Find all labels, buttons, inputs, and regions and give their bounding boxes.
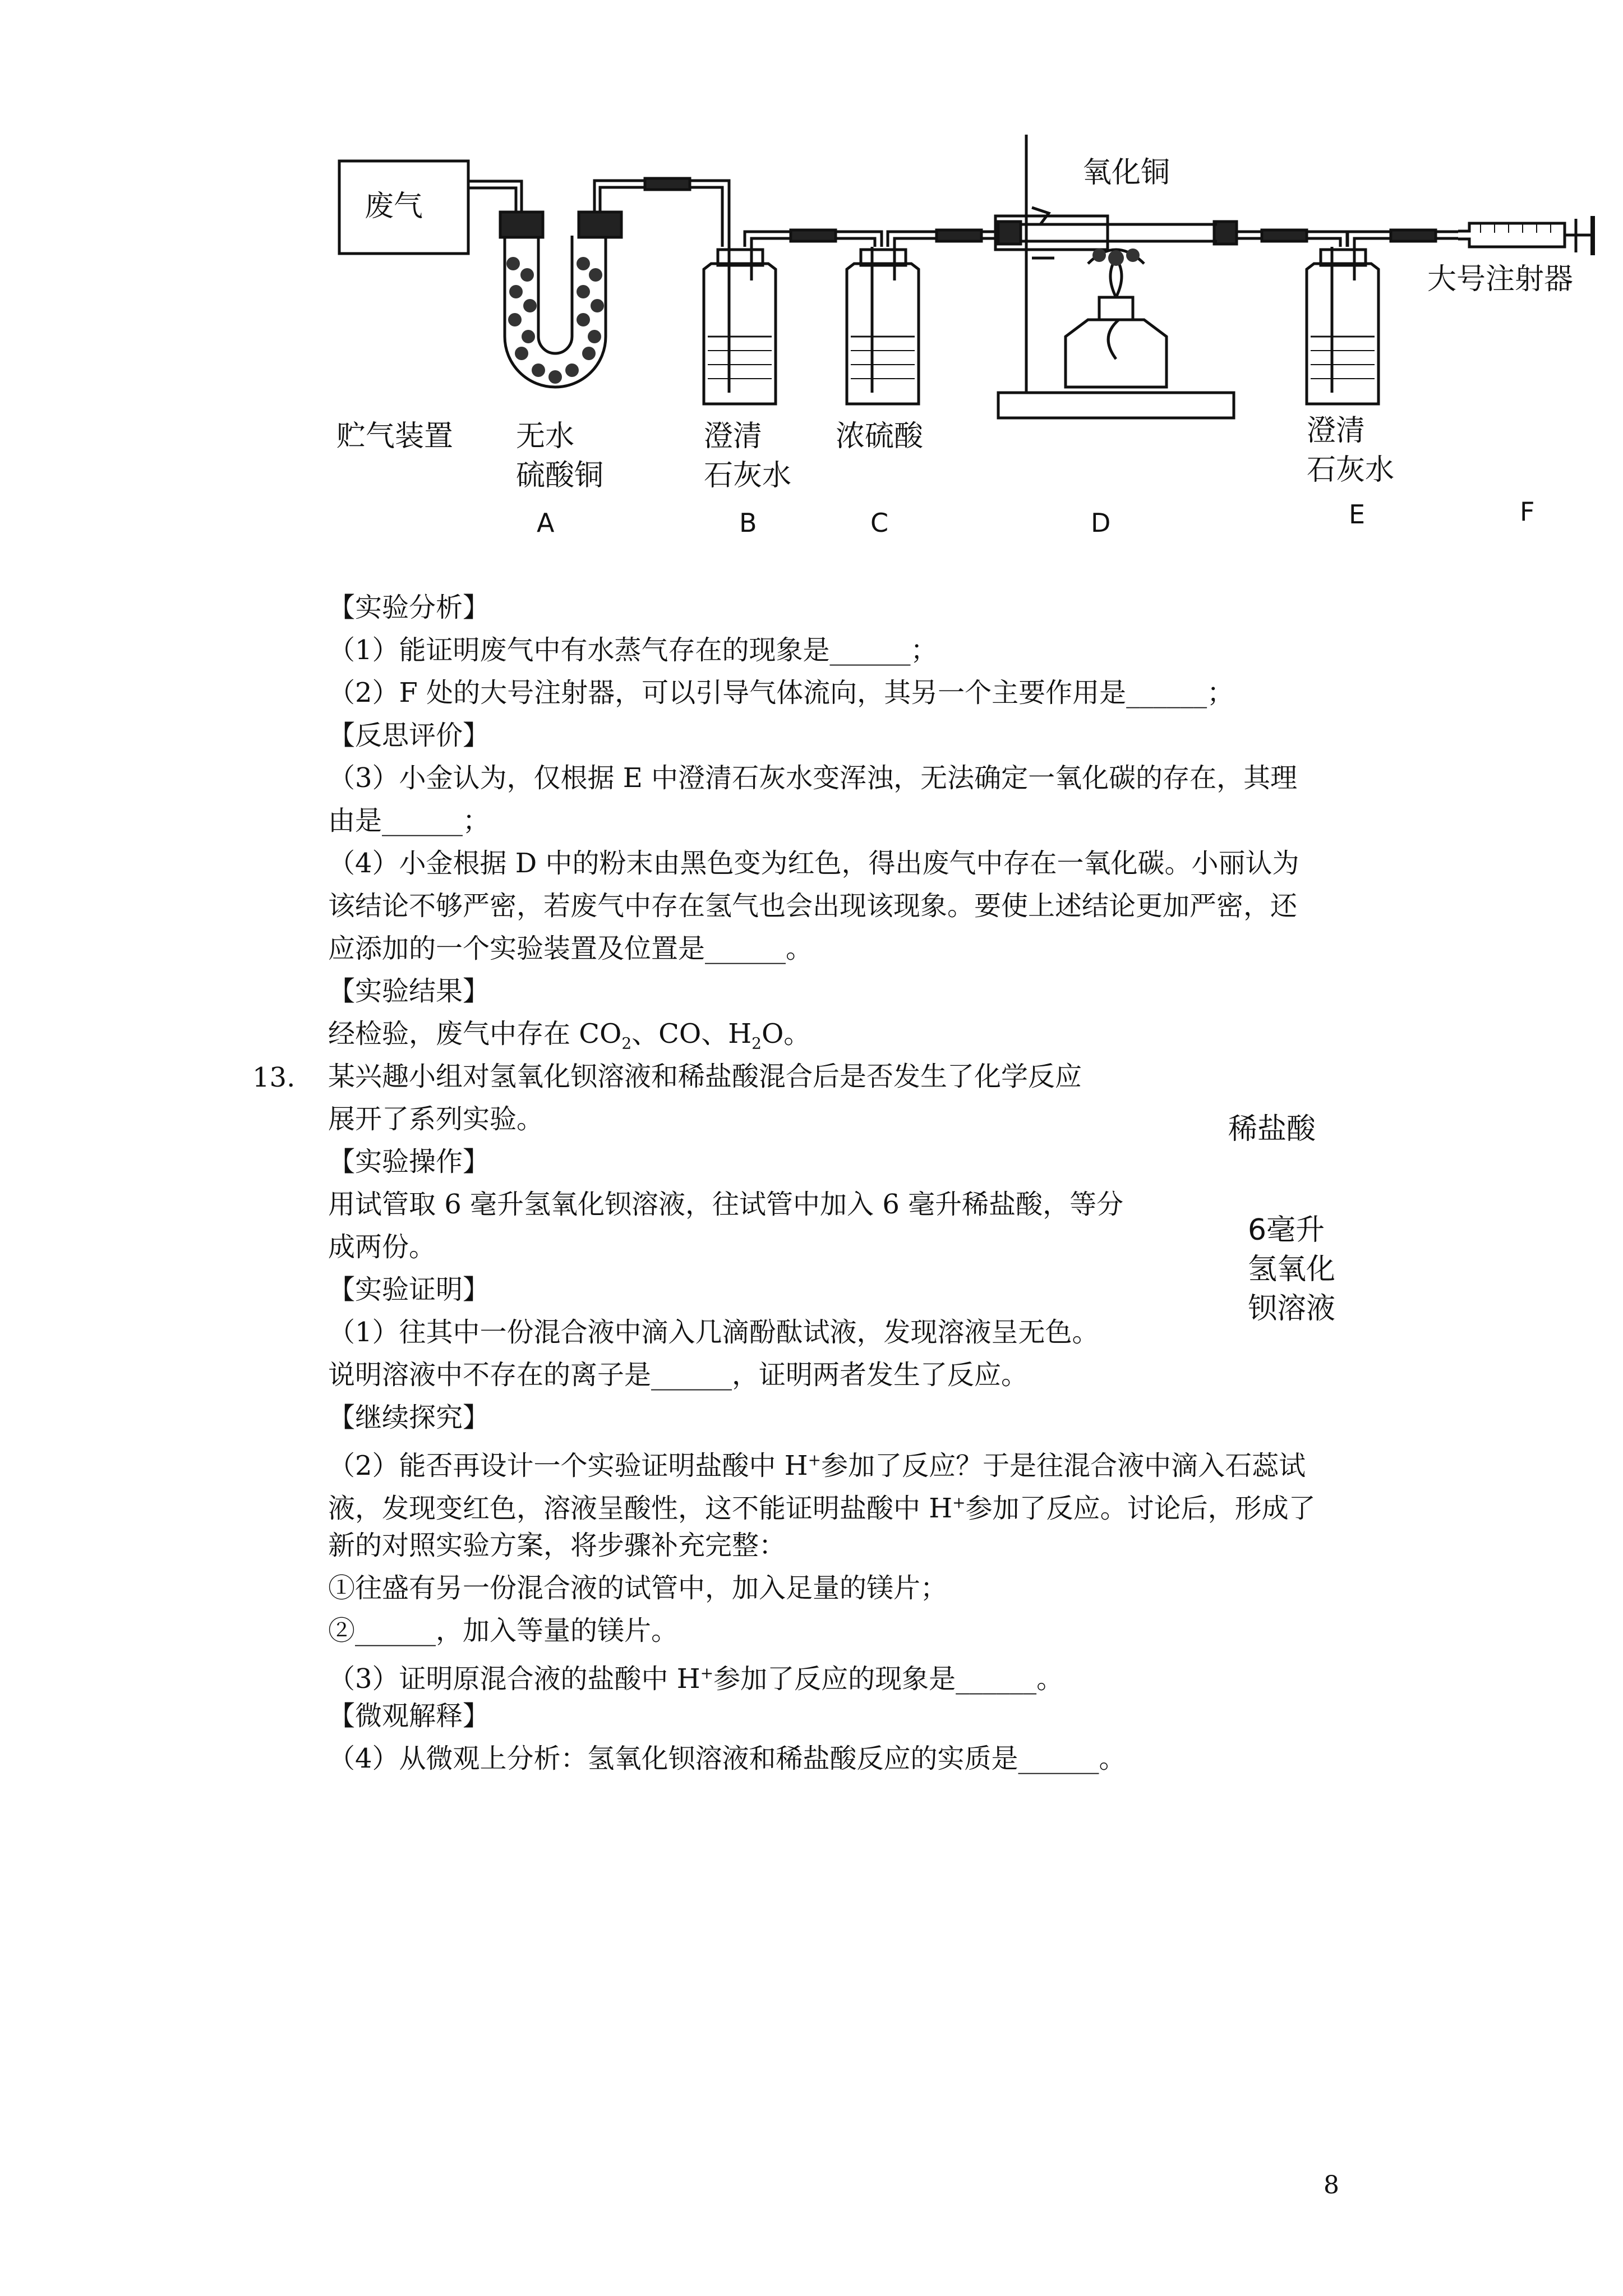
q12-part-3-line1: （3）小金认为，仅根据 E 中澄清石灰水变浑浊，无法确定一氧化碳的存在，其理 [328,762,1298,794]
q13-part-3 [328,1652,1063,1700]
q13-part-1-line1: （1）往其中一份混合液中滴入几滴酚酞试液，发现溶液呈无色。 [328,1317,1099,1348]
baoh-label-1: 氢氧化 [1248,1253,1336,1286]
letter-c: C [870,508,889,538]
operation-line2: 成两份。 [328,1231,436,1263]
letter-b: B [739,508,757,538]
bottle-e [1307,247,1378,404]
u-tube [500,212,621,387]
continue-heading: 【继续探究】 [328,1402,490,1433]
h-plus-superscript: + [952,1493,966,1512]
letter-a: A [537,508,555,538]
limewater-e-label-1: 澄清 [1307,414,1366,448]
q12-part-4-line1: （4）小金根据 D 中的粉末由黑色变为红色，得出废气中存在一氧化碳。小丽认为 [328,848,1299,879]
reflect-heading: 【反思评价】 [328,720,490,751]
q13-part-2-line2 [328,1481,1316,1530]
micro-heading: 【微观解释】 [328,1700,490,1732]
step-2: ②______，加入等量的镁片。 [328,1615,679,1646]
q13-intro-line2: 展开了系列实验。 [328,1103,544,1135]
q13-part-1-line2: 说明溶液中不存在的离子是______，证明两者发生了反应。 [328,1359,1029,1391]
page-number: 8 [1324,2171,1339,2200]
anhydrous-label-2: 硫酸铜 [516,459,604,493]
p2-l2-text-a: 液，发现变红色，溶液呈酸性，这不能证明盐酸中 H [328,1493,953,1524]
h2o-subscript: 2 [751,1034,762,1053]
copper-oxide-label: 氧化铜 [1082,156,1170,190]
p2-l2-text-b: 参加了反应。讨论后，形成了 [965,1493,1316,1524]
q12-part-2: （2）F 处的大号注射器，可以引导气体流向，其另一个主要作用是______； [328,677,1234,708]
result-text-1: 经检验，废气中存在 CO [328,1018,622,1050]
letter-d: D [1091,508,1111,538]
limewater-b-label-1: 澄清 [704,420,763,453]
p3-text-b: 参加了反应的现象是______。 [713,1663,1064,1695]
co2-subscript: 2 [621,1034,632,1053]
granules [506,249,1140,384]
syringe-label: 大号注射器 [1427,263,1574,296]
conc-acid-label: 浓硫酸 [836,420,924,453]
q12-part-1: （1）能证明废气中有水蒸气存在的现象是______； [328,634,938,666]
proof-heading: 【实验证明】 [328,1274,490,1305]
waste-gas-label: 废气 [365,190,423,223]
limewater-b-label-2: 石灰水 [704,459,792,493]
q12-part-4-line2: 该结论不够严密，若废气中存在氢气也会出现该现象。要使上述结论更加严密，还 [328,890,1298,922]
q13-intro-line1: 某兴趣小组对氢氧化钡溶液和稀盐酸混合后是否发生了化学反应 [328,1061,1082,1092]
step-1: ①往盛有另一份混合液的试管中，加入足量的镁片； [328,1572,948,1604]
h-plus-superscript: + [808,1451,822,1469]
h-plus-superscript: + [700,1664,714,1682]
syringe-f [1458,216,1593,255]
q13-part-4: （4）从微观上分析：氢氧化钡溶液和稀盐酸反应的实质是______。 [328,1743,1126,1774]
bottle-c [847,247,919,404]
q12-part-4-line3: 应添加的一个实验装置及位置是______。 [328,933,813,964]
q13-part-2-line1 [328,1439,1306,1487]
dilute-hcl-label: 稀盐酸 [1228,1112,1316,1146]
storage-label: 贮气装置 [336,420,454,453]
ml-label: 6毫升 [1248,1213,1325,1247]
anhydrous-label-1: 无水 [516,420,575,453]
operation-heading: 【实验操作】 [328,1146,490,1177]
p2-l1-text-b: 参加了反应？于是往混合液中滴入石蕊试 [821,1450,1306,1481]
q12-part-3-line2: 由是______； [328,805,490,836]
q13-part-2-line3: 新的对照实验方案，将步骤补充完整： [328,1530,786,1561]
result-text-2: 、CO、H [631,1018,752,1050]
question-13-number: 13. [252,1062,296,1093]
letter-e: E [1349,499,1366,530]
baoh-label-2: 钡溶液 [1248,1292,1336,1326]
p3-text-a: （3）证明原混合液的盐酸中 H [328,1663,700,1695]
letter-f: F [1520,496,1535,527]
result-text-3: O。 [761,1018,811,1050]
limewater-e-label-2: 石灰水 [1307,453,1395,487]
operation-line1: 用试管取 6 毫升氢氧化钡溶液，往试管中加入 6 毫升稀盐酸，等分 [328,1189,1124,1220]
bottle-b [704,247,776,404]
result-heading: 【实验结果】 [328,976,490,1007]
analysis-heading: 【实验分析】 [328,592,490,623]
p2-l1-text-a: （2）能否再设计一个实验证明盐酸中 H [328,1450,808,1481]
